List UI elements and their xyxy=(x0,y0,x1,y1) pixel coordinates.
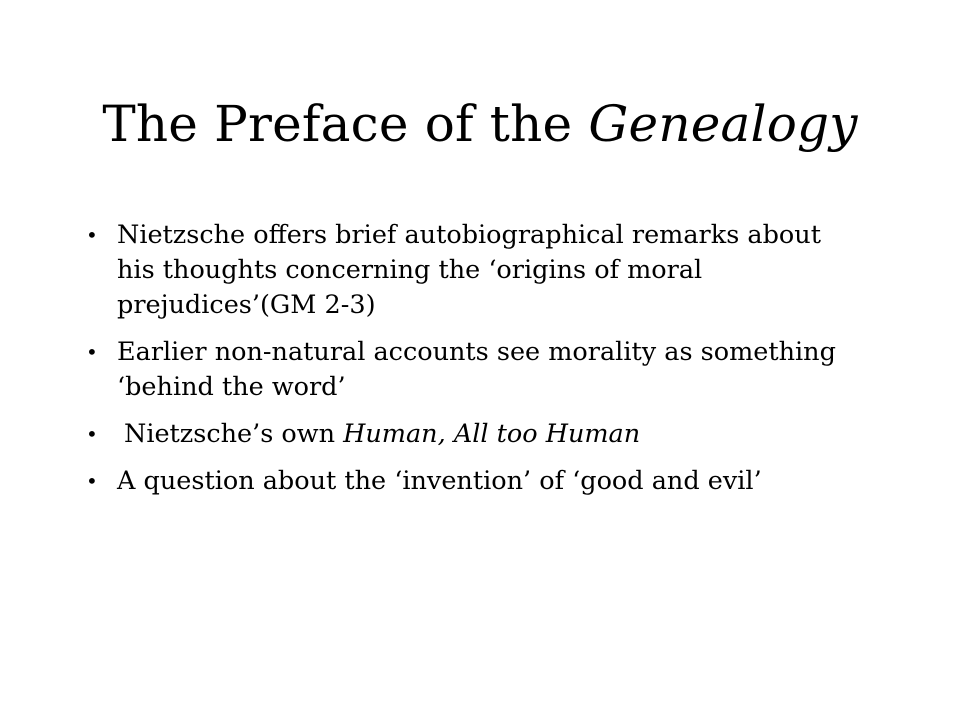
slide-title-plain: The Preface of the xyxy=(102,95,589,153)
bullet-list xyxy=(86,218,856,511)
bullet-item xyxy=(86,335,856,405)
bullet-item xyxy=(86,218,856,323)
bullet-marker: • xyxy=(86,223,98,247)
bullet-text: Nietzsche offers brief autobiographical remarks about his thoughts concerning the ‘origins of moral prejudices’(GM 2-3) xyxy=(117,220,821,320)
bullet-marker: • xyxy=(86,422,98,446)
bullet-marker: • xyxy=(86,469,98,493)
bullet-text-plain: Nietzsche’s own xyxy=(124,419,344,449)
bullet-text xyxy=(117,419,640,449)
slide-title xyxy=(0,88,960,160)
bullet-item xyxy=(86,417,856,452)
bullet-marker: • xyxy=(86,340,98,364)
bullet-text: A question about the ‘invention’ of ‘good and evil’ xyxy=(117,466,762,496)
bullet-text-italic: Human, All too Human xyxy=(343,419,641,449)
bullet-text: Earlier non-natural accounts see morality as something ‘behind the word’ xyxy=(117,337,836,402)
bullet-item xyxy=(86,464,856,499)
slide-title-italic: Genealogy xyxy=(588,95,858,153)
